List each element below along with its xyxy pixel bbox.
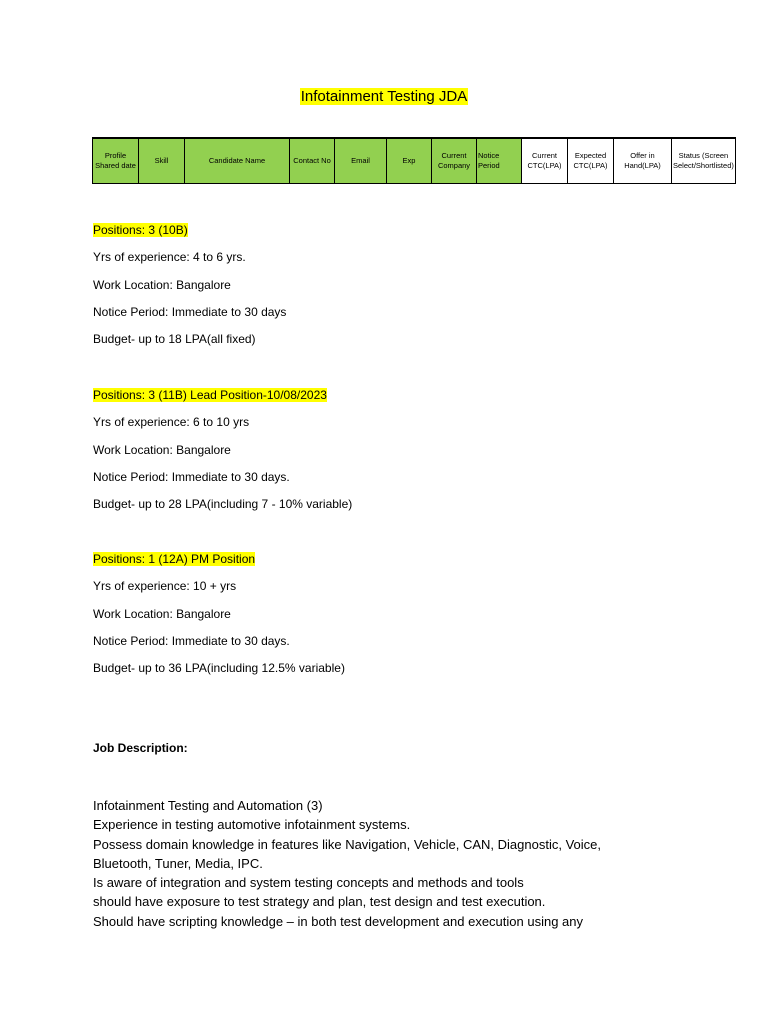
position-block-12a (93, 549, 345, 685)
jd-line: Should have scripting knowledge – in both test development and execution using any (93, 913, 583, 929)
notice-line: Notice Period: Immediate to 30 days. (93, 469, 290, 484)
jd-line: should have exposure to test strategy and plan, test design and test execution. (93, 894, 546, 910)
position-heading: Positions: 1 (12A) PM Position (93, 552, 256, 566)
experience-line: Yrs of experience: 10 + yrs (93, 579, 237, 594)
notice-line: Notice Period: Immediate to 30 days (93, 304, 287, 319)
experience-line: Yrs of experience: 4 to 6 yrs. (93, 250, 246, 265)
location-line: Work Location: Bangalore (93, 442, 231, 457)
experience-line: Yrs of experience: 6 to 10 yrs (93, 415, 250, 430)
jd-line: Bluetooth, Tuner, Media, IPC. (93, 855, 263, 871)
header-cell: Email (335, 138, 387, 184)
jd-line: Infotainment Testing and Automation (3) (93, 798, 323, 813)
header-cell: Notice Period (477, 138, 522, 184)
header-cell: Profile Shared date (93, 138, 139, 184)
header-cell: Contact No (290, 138, 335, 184)
location-line: Work Location: Bangalore (93, 606, 231, 621)
header-cell: Current Company (432, 138, 477, 184)
jd-line: Is aware of integration and system testing concepts and methods and tools (93, 875, 524, 891)
candidate-table (92, 137, 736, 184)
notice-line: Notice Period: Immediate to 30 days. (93, 633, 290, 648)
header-cell: Candidate Name (185, 138, 290, 184)
job-description-body (93, 796, 713, 931)
budget-line: Budget- up to 36 LPA(including 12.5% variable) (93, 661, 345, 676)
header-cell: Current CTC(LPA) (522, 138, 568, 184)
budget-line: Budget- up to 18 LPA(all fixed) (93, 332, 256, 347)
header-cell: Exp (387, 138, 432, 184)
document-title-text: Infotainment Testing JDA (300, 88, 468, 105)
header-cell: Expected CTC(LPA) (568, 138, 614, 184)
header-cell: Offer in Hand(LPA) (614, 138, 672, 184)
jd-line: Experience in testing automotive infotainment systems. (93, 817, 411, 833)
position-block-11b (93, 385, 352, 521)
position-heading: Positions: 3 (11B) Lead Position-10/08/2023 (93, 388, 327, 402)
position-block-10b (93, 220, 286, 356)
jd-line: Possess domain knowledge in features like Navigation, Vehicle, CAN, Diagnostic, Voice, (93, 836, 601, 852)
position-heading: Positions: 3 (10B) (93, 223, 188, 237)
location-line: Work Location: Bangalore (93, 277, 231, 292)
table-header-row (93, 138, 736, 184)
job-description-heading: Job Description: (93, 741, 188, 755)
document-title (0, 88, 768, 105)
budget-line: Budget- up to 28 LPA(including 7 - 10% variable) (93, 497, 353, 512)
header-cell: Status (Screen Select/Shortlisted) (672, 138, 736, 184)
header-cell: Skill (139, 138, 185, 184)
